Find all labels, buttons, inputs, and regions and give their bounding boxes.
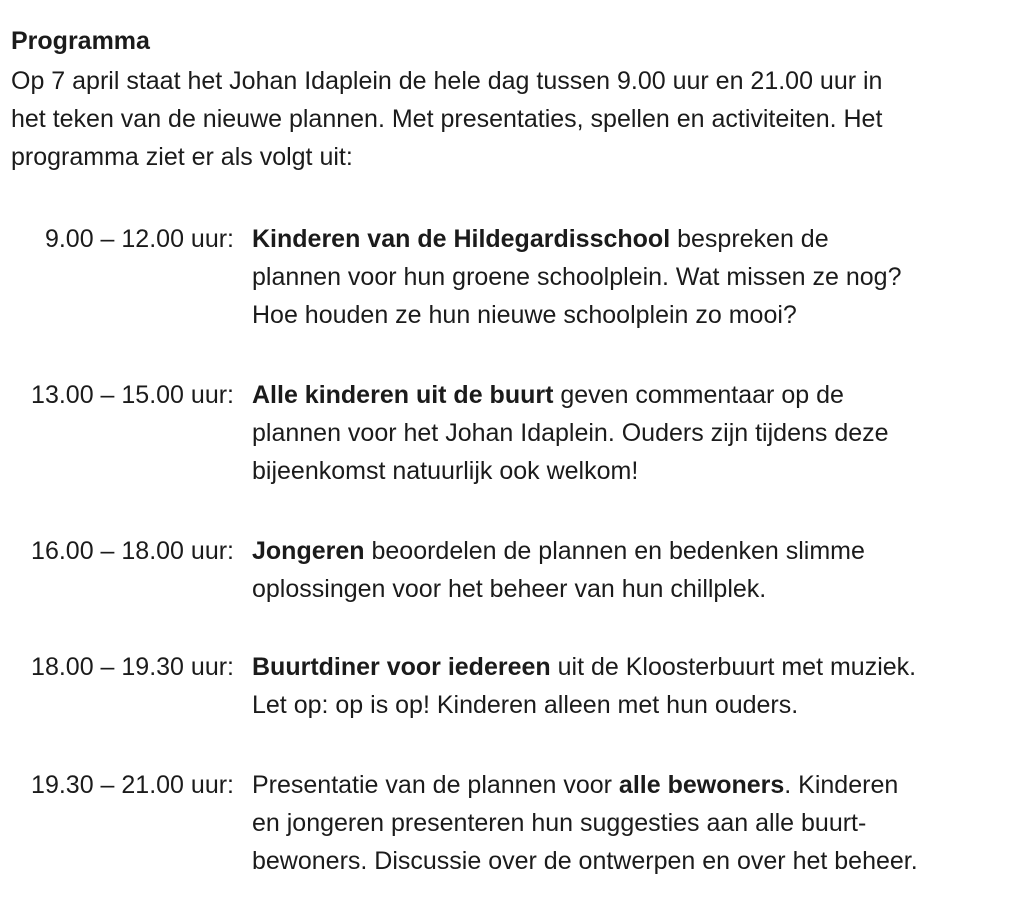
description-line: plannen voor hun groene schoolplein. Wat missen ze nog? [252,263,902,291]
highlight-group: Buurtdiner voor iedereen [252,653,551,681]
highlight-group: Jongeren [252,537,365,565]
description-line: plannen voor het Johan Idaplein. Ouders zijn tijdens deze [252,419,889,447]
time-slot: 16.00 – 18.00 uur: [31,537,234,565]
intro-line: programma ziet er als volgt uit: [11,143,353,171]
time-slot: 13.00 – 15.00 uur: [31,381,234,409]
description-line: en jongeren presenteren hun suggesties aan alle buurt- [252,809,867,837]
description-text: uit de Kloosterbuurt met muziek. [550,653,917,681]
intro-line: het teken van de nieuwe plannen. Met presentaties, spellen en activiteiten. Het [11,105,883,133]
description-line: oplossingen voor het beheer van hun chillplek. [252,575,767,603]
entry-description [252,376,1022,490]
description-line [252,376,1022,414]
highlight-group: Kinderen van de Hildegardisschool [252,225,671,253]
time-slot: 9.00 – 12.00 uur: [44,225,234,253]
description-line: bewoners. Discussie over de ontwerpen en over het beheer. [252,847,918,875]
description-text: bespreken de [670,225,829,253]
description-line [252,220,1022,258]
time-slot: 19.30 – 21.00 uur: [31,771,234,799]
description-line: Hoe houden ze hun nieuwe schoolplein zo mooi? [252,301,797,329]
page-title: Programma [11,27,150,55]
description-line [252,532,1022,570]
description-line [252,648,1022,686]
intro-paragraph [11,62,1011,176]
intro-line: Op 7 april staat het Johan Idaplein de hele dag tussen 9.00 uur en 21.00 uur in [11,67,883,95]
description-text: geven commentaar op de [553,381,844,409]
description-text: beoordelen de plannen en bedenken slimme [364,537,865,565]
entry-description [252,648,1022,724]
highlight-group: alle bewoners [618,771,785,799]
description-line: bijeenkomst natuurlijk ook welkom! [252,457,639,485]
entry-description [252,220,1022,334]
entry-description [252,532,1022,608]
entry-description [252,766,1022,880]
time-slot: 18.00 – 19.30 uur: [31,653,234,681]
description-text: . Kinderen [784,771,899,799]
description-line: Let op: op is op! Kinderen alleen met hun ouders. [252,691,799,719]
description-text: Presentatie van de plannen voor [252,771,619,799]
highlight-group: Alle kinderen uit de buurt [252,381,554,409]
description-line [252,766,1022,804]
